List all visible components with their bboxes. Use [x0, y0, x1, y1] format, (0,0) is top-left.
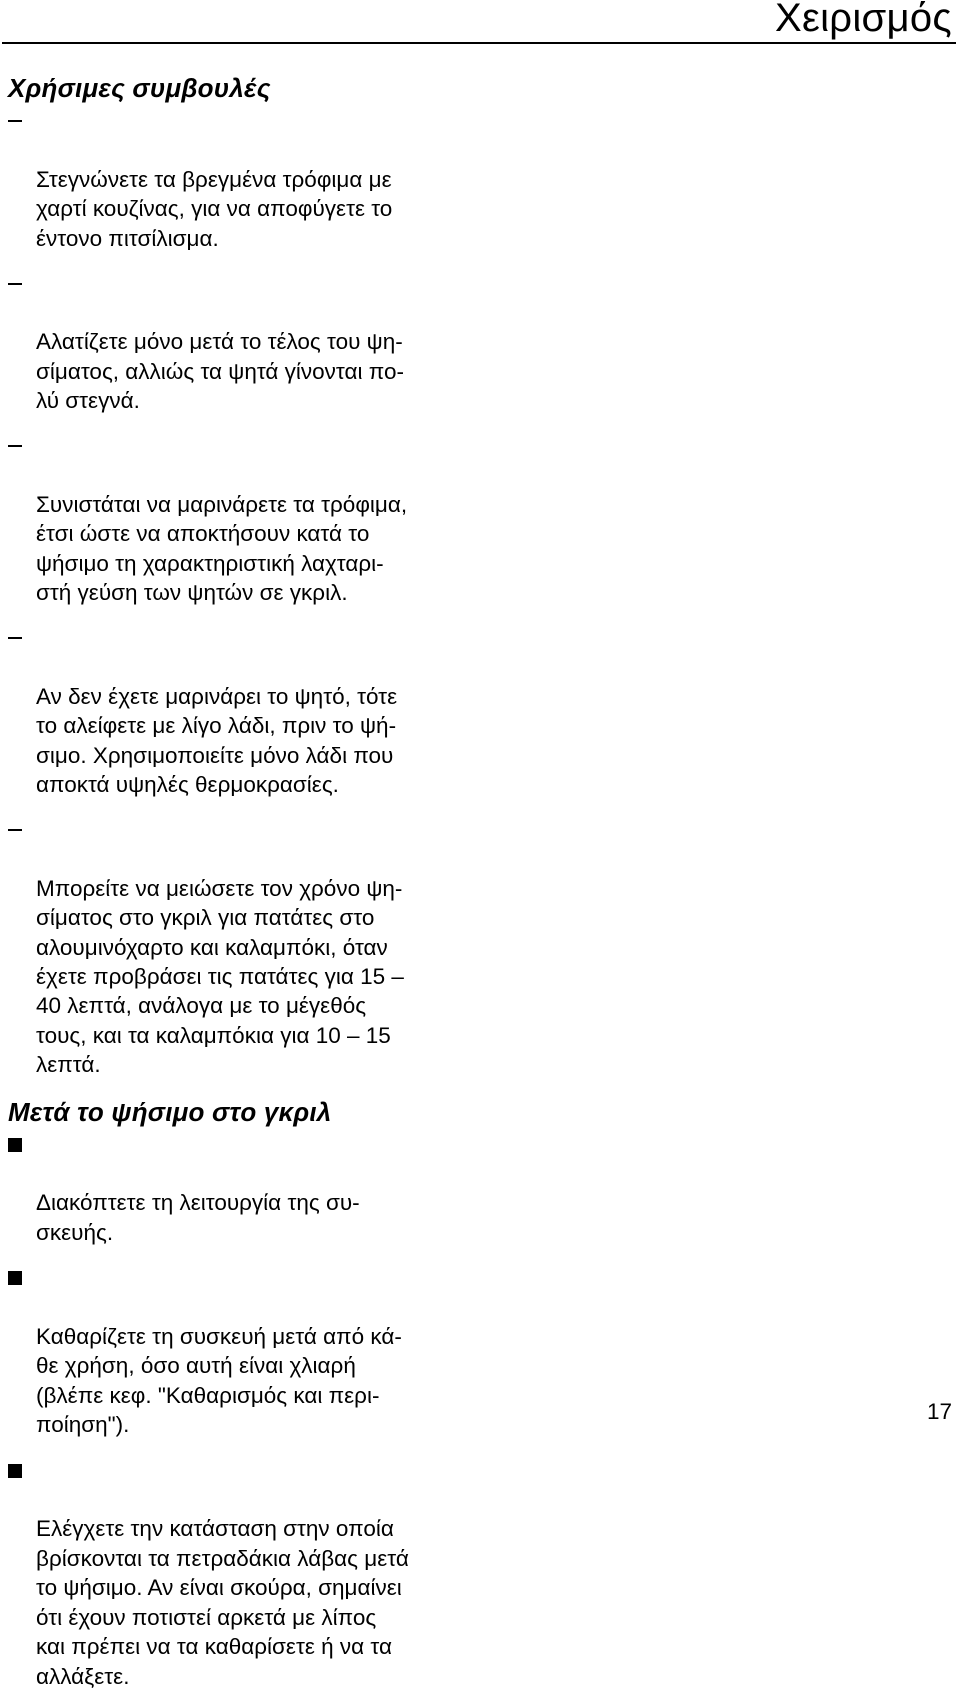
action-item: [8, 1263, 478, 1439]
action-item: [8, 1130, 478, 1248]
header-divider: [2, 42, 956, 44]
tip-text: Αν δεν έχετε μαρινάρει το ψητό, τότε το αλείφετε με λίγο λάδι, πριν το ψή- σιμο. Χρησιμοποιείτε μόνο λάδι που αποκτά υψηλές θερμοκρασίες.: [36, 683, 398, 798]
tip-text: Στεγνώνετε τα βρεγμένα τρόφιμα με χαρτί κουζίνας, για να αποφύγετε το έντονο πιτσίλισμα.: [36, 166, 393, 251]
square-bullet-icon: [8, 1271, 22, 1285]
after-grilling-section-title: Μετά το ψήσιμο στο γκριλ: [8, 1096, 332, 1127]
tip-item: [8, 815, 478, 1080]
tip-text: Συνιστάται να μαρινάρετε τα τρόφιμα, έτσι ώστε να αποκτήσουν κατά το ψήσιμο τη χαρακτηριστική λαχταρι- στή γεύση των ψητών σε γκριλ.: [36, 491, 408, 606]
action-text: Διακόπτετε τη λειτουργία της συ- σκευής.: [36, 1190, 360, 1245]
square-bullet-icon: [8, 1138, 22, 1152]
page-number: 17: [926, 1399, 952, 1424]
page-header-title: Χειρισμός: [775, 0, 952, 40]
tip-text: Μπορείτε να μειώσετε τον χρόνο ψη- σίματος στο γκριλ για πατάτες στο αλουμινόχαρτο και καλαμπόκι, όταν έχετε προβράσει τις πατάτες για 15 – 40 λεπτά, ανάλογα με το μέγεθός τους, και τα καλαμπόκια για 10 – 15 λεπτά.: [36, 875, 404, 1078]
tip-item: [8, 623, 478, 799]
tips-section-title: Χρήσιμες συμβουλές: [8, 73, 271, 103]
dash-bullet-icon: [8, 637, 22, 639]
tip-text: Αλατίζετε μόνο μετά το τέλος του ψη- σίματος, αλλιώς τα ψητά γίνονται πο- λύ στεγνά.: [36, 329, 404, 414]
square-bullet-icon: [8, 1464, 22, 1478]
dash-bullet-icon: [8, 120, 22, 122]
tip-item: [8, 106, 478, 253]
dash-bullet-icon: [8, 283, 22, 285]
page-content: [8, 70, 478, 1707]
after-grilling-list: [8, 1130, 478, 1691]
action-text: Ελέγχετε την κατάσταση στην οποία βρίσκονται τα πετραδάκια λάβας μετά το ψήσιμο. Αν είναι σκούρα, σημαίνει ότι έχουν ποτιστεί αρκετά με λίπος και πρέπει να τα καθαρίσετε ή να τα αλλάξετε.: [36, 1516, 409, 1689]
tip-item: [8, 431, 478, 607]
tip-item: [8, 269, 478, 416]
dash-bullet-icon: [8, 445, 22, 447]
action-text: Καθαρίζετε τη συσκευή μετά από κά- θε χρήση, όσο αυτή είναι χλιαρή (βλέπε κεφ. "Καθαρισμός και περι- ποίηση").: [36, 1324, 402, 1438]
action-item: [8, 1456, 478, 1691]
dash-bullet-icon: [8, 829, 22, 831]
tips-list: [8, 106, 478, 1080]
